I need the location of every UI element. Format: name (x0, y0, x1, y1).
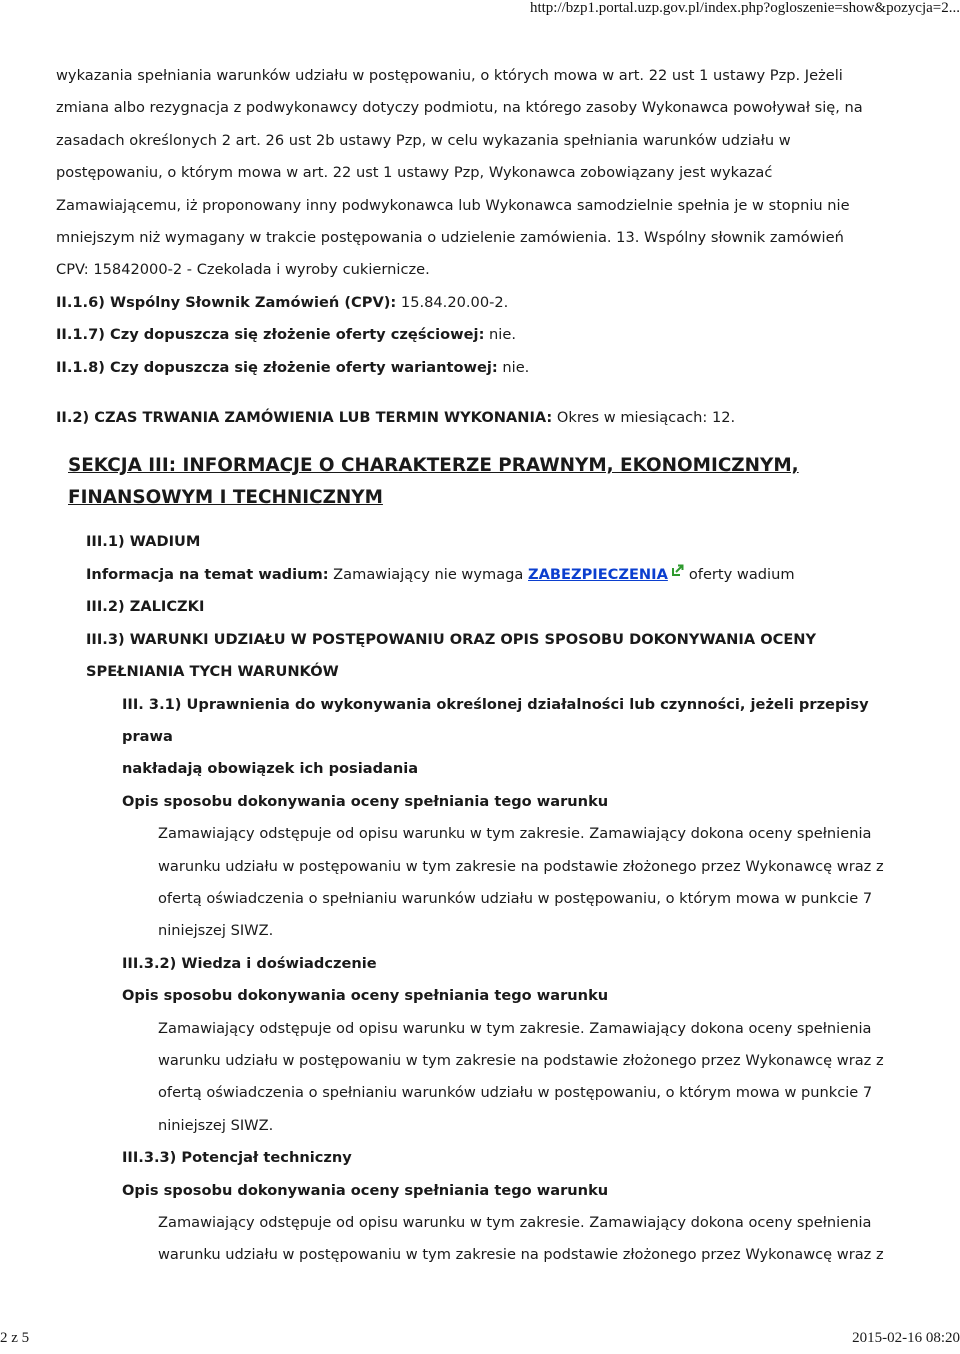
cpv-value: 15.84.20.00-2. (396, 293, 509, 311)
duration-value: Okres w miesiącach: 12. (552, 409, 736, 427)
partial-offer-value: nie. (484, 326, 516, 344)
wadium-text: Zamawiający nie wymaga (328, 565, 529, 583)
print-datetime: 2015-02-16 08:20 (852, 1330, 960, 1346)
warunki-heading (56, 624, 920, 689)
desc-line: niniejszej SIWZ. (158, 1116, 274, 1134)
desc-line: Zamawiający odstępuje od opisu warunku w tym zakresie. Zamawiający dokona oceny spełnienia (158, 1019, 872, 1037)
desc-line: Zamawiający odstępuje od opisu warunku w tym zakresie. Zamawiający dokona oceny spełnienia (158, 825, 872, 843)
desc-line: warunku udziału w postępowaniu w tym zakresie na podstawie złożonego przez Wykonawcę wraz z (158, 1051, 884, 1069)
external-link-icon[interactable] (671, 557, 685, 589)
desc-line: ofertą oświadczenia o spełnianiu warunków udziału w postępowaniu, o którym mowa w punkcie 7 (158, 889, 873, 907)
zabezpieczenia-link[interactable]: ZABEZPIECZENIA (528, 565, 668, 583)
page-number: 2 z 5 (0, 1330, 30, 1346)
partial-offer-label: II.1.7) Czy dopuszcza się złożenie oferty częściowej: (56, 326, 485, 344)
desc-line: warunku udziału w postępowaniu w tym zakresie na podstawie złożonego przez Wykonawcę wraz z (158, 1246, 884, 1264)
desc-line: warunku udziału w postępowaniu w tym zakresie na podstawie złożonego przez Wykonawcę wraz z (158, 857, 884, 875)
intro-line: Zamawiającemu, iż proponowany inny podwykonawca lub Wykonawca samodzielnie spełnia je w stopniu nie (56, 196, 850, 214)
warunki-line-2: SPEŁNIANIA TYCH WARUNKÓW (86, 663, 339, 681)
duration-row (56, 402, 920, 434)
wadium-row (56, 559, 920, 591)
intro-line: wykazania spełniania warunków udziału w postępowaniu, o których mowa w art. 22 ust 1 ustawy Pzp. Jeżeli (56, 67, 843, 84)
section-title (68, 440, 920, 526)
opis-label: Opis sposobu dokonywania oceny spełniania tego warunku (122, 792, 609, 810)
section-title-line-1: SEKCJA III: INFORMACJE O CHARAKTERZE PRAWNYM, EKONOMICZNYM, (68, 455, 799, 477)
section-title-line-2: FINANSOWYM I TECHNICZNYM (68, 487, 383, 509)
document-body (56, 60, 920, 1272)
condition-1-line-2: nakładają obowiązek ich posiadania (122, 760, 419, 778)
desc-line: niniejszej SIWZ. (158, 922, 274, 940)
intro-line: postępowaniu, o którym mowa w art. 22 ust 1 ustawy Pzp, Wykonawca zobowiązany jest wykazać (56, 164, 773, 182)
condition-1-heading (56, 689, 920, 754)
opis-label: Opis sposobu dokonywania oceny spełniania tego warunku (122, 987, 609, 1005)
opis-label: Opis sposobu dokonywania oceny spełniania tego warunku (122, 1181, 609, 1199)
desc-line: Zamawiający odstępuje od opisu warunku w tym zakresie. Zamawiający dokona oceny spełnienia (158, 1214, 872, 1231)
warunki-line-1: III.3) WARUNKI UDZIAŁU W POSTĘPOWANIU ORAZ OPIS SPOSOBU DOKONYWANIA OCENY (86, 630, 817, 648)
wadium-text-after: oferty wadium (688, 565, 795, 583)
variant-offer-value: nie. (497, 358, 530, 376)
intro-line: zasadach określonych 2 art. 26 ust 2b ustawy Pzp, w celu wykazania spełniania warunków udziału w (56, 131, 791, 149)
partial-offer-row (56, 319, 920, 351)
variant-offer-label: II.1.8) Czy dopuszcza się złożenie oferty wariantowej: (56, 358, 498, 376)
variant-offer-row (56, 352, 920, 384)
intro-line: mniejszym niż wymagany w trakcie postępowania o udzielenie zamówienia. 13. Wspólny słownik zamówień (56, 229, 844, 247)
condition-2-heading: III.3.2) Wiedza i doświadczenie (122, 954, 377, 972)
condition-3-heading: III.3.3) Potencjał techniczny (122, 1149, 352, 1167)
desc-line: ofertą oświadczenia o spełnianiu warunków udziału w postępowaniu, o którym mowa w punkcie 7 (158, 1084, 873, 1102)
duration-label: II.2) CZAS TRWANIA ZAMÓWIENIA LUB TERMIN WYKONANIA: (56, 409, 553, 427)
intro-line: CPV: 15842000-2 - Czekolada i wyroby cukiernicze. (56, 261, 430, 279)
zaliczki-heading: III.2) ZALICZKI (86, 598, 205, 616)
condition-1-line-1: III. 3.1) Uprawnienia do wykonywania określonej działalności lub czynności, jeżeli przepisy prawa (122, 695, 869, 745)
cpv-label: II.1.6) Wspólny Słownik Zamówień (CPV): (56, 293, 397, 311)
wadium-heading: III.1) WADIUM (86, 533, 201, 551)
cpv-row (56, 287, 920, 319)
intro-line: zmiana albo rezygnacja z podwykonawcy dotyczy podmiotu, na którego zasoby Wykonawca powoływał się, na (56, 99, 863, 117)
url-header: http://bzp1.portal.uzp.gov.pl/index.php?ogloszenie=show&pozycja=2... (529, 0, 960, 16)
wadium-label: Informacja na temat wadium: (86, 565, 329, 583)
